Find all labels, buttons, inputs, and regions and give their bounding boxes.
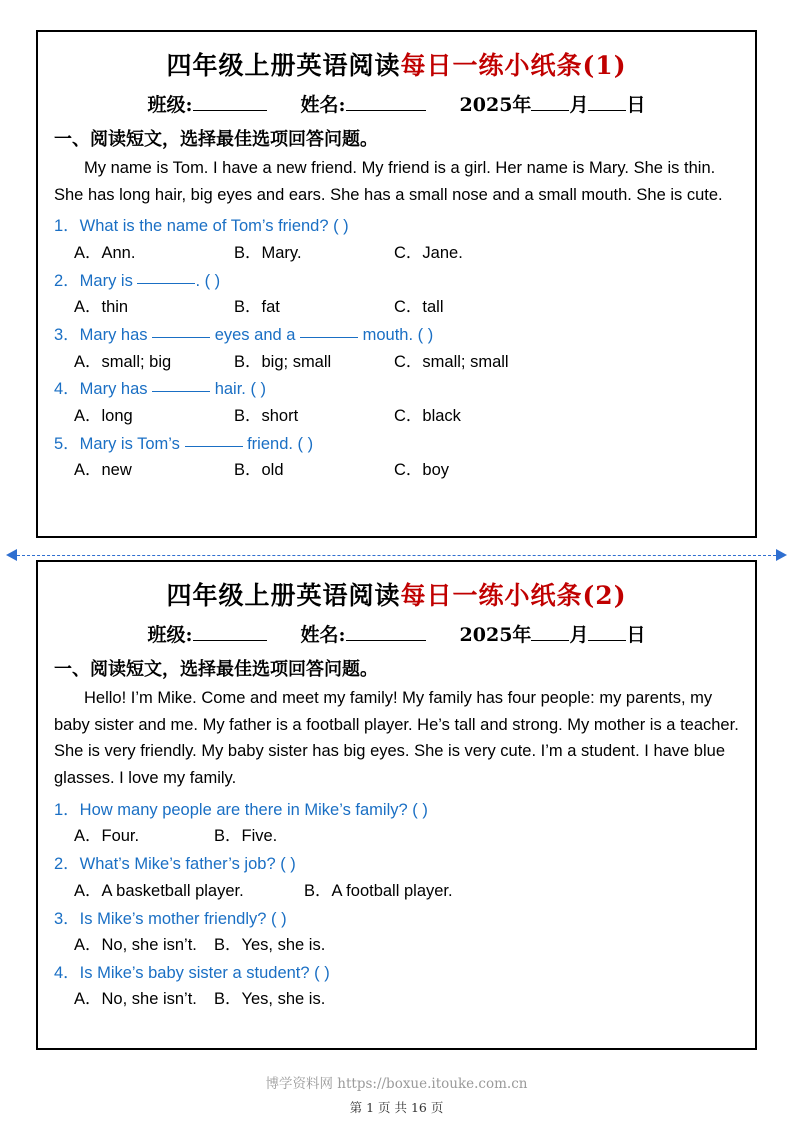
class-blank[interactable] xyxy=(193,640,267,641)
option-a[interactable]: A．No, she isn’t. xyxy=(74,990,197,1009)
worksheet-2-title-red: 每日一练小纸条(2) xyxy=(400,581,627,610)
question-text-after: . ( ) xyxy=(195,271,221,290)
worksheet-2-options-1 xyxy=(74,824,741,849)
option-b[interactable]: B．Mary. xyxy=(234,244,302,262)
option-b[interactable]: B．A football player. xyxy=(304,881,453,900)
question-text-before: 2．Mary is xyxy=(54,271,138,290)
worksheet-1-options-4 xyxy=(74,404,741,429)
worksheet-1-question-1 xyxy=(54,214,741,240)
answer-blank[interactable] xyxy=(152,391,210,392)
class-label: 班级: xyxy=(147,94,193,116)
day-label: 日 xyxy=(626,624,646,646)
question-text: 3．Is Mike’s mother friendly? ( ) xyxy=(54,909,287,928)
option-a[interactable]: A．small; big xyxy=(74,352,172,371)
worksheet-1-passage-text: My name is Tom. I have a new friend. My friend is a girl. Her name is Mary. She is thin. She has long hair, big eyes and ears. She has a small nose and a small mouth. She is cute. xyxy=(54,159,723,204)
worksheet-1 xyxy=(36,30,757,538)
option-c[interactable]: C．Jane. xyxy=(394,244,463,262)
question-text-after: hair. ( ) xyxy=(210,380,267,399)
answer-blank-2[interactable] xyxy=(300,337,358,338)
worksheet-2-question-1 xyxy=(54,798,741,824)
arrow-left-icon xyxy=(6,549,17,561)
day-blank[interactable] xyxy=(588,110,626,111)
worksheet-1-section-head: 一、阅读短文，选择最佳选项回答问题。 xyxy=(54,129,378,150)
day-blank[interactable] xyxy=(588,640,626,641)
option-a[interactable]: A．long xyxy=(74,406,133,425)
question-text-after: friend. ( ) xyxy=(242,434,314,453)
option-c[interactable]: C．small; small xyxy=(394,352,509,371)
option-a[interactable]: A．A basketball player. xyxy=(74,881,244,900)
worksheet-1-options-5 xyxy=(74,458,741,483)
worksheet-1-question-3 xyxy=(54,323,741,349)
worksheet-1-options-1 xyxy=(74,241,741,266)
name-blank[interactable] xyxy=(346,640,426,641)
worksheet-2-question-3 xyxy=(54,907,741,933)
worksheet-1-title xyxy=(52,46,741,82)
worksheet-2-question-4 xyxy=(54,961,741,987)
option-b[interactable]: B．Yes, she is. xyxy=(214,936,326,955)
worksheet-2-options-3 xyxy=(74,933,741,958)
option-a[interactable]: A．Ann. xyxy=(74,244,136,262)
worksheet-1-title-red: 每日一练小纸条(1) xyxy=(400,51,627,80)
option-a[interactable]: A．No, she isn’t. xyxy=(74,936,197,955)
worksheet-2 xyxy=(36,560,757,1050)
month-label: 月 xyxy=(569,94,589,116)
option-c[interactable]: C．tall xyxy=(394,298,444,317)
worksheet-2-passage-text: Hello! I’m Mike. Come and meet my family! My family has four people: my parents, my baby sister and me. My father is a football player. He’s tall and strong. My mother is a teacher. She is very friendly. My baby sister has big eyes. She is very cute. I’m a student. I have blue glasses. I love my family. xyxy=(54,689,739,788)
name-blank[interactable] xyxy=(346,110,426,111)
worksheet-1-passage xyxy=(54,155,739,208)
worksheet-1-info-row xyxy=(52,90,741,117)
worksheet-2-section-head: 一、阅读短文，选择最佳选项回答问题。 xyxy=(54,659,378,680)
worksheet-1-question-2 xyxy=(54,269,741,295)
class-blank[interactable] xyxy=(193,110,267,111)
option-c[interactable]: C．black xyxy=(394,406,461,425)
question-text: 2．What’s Mike’s father’s job? ( ) xyxy=(54,855,296,874)
worksheet-2-info-row xyxy=(52,620,741,647)
worksheet-2-passage xyxy=(54,685,739,792)
name-label: 姓名: xyxy=(300,94,346,116)
day-label: 日 xyxy=(626,94,646,116)
month-label: 月 xyxy=(569,624,589,646)
option-b[interactable]: B．short xyxy=(234,406,299,425)
question-text-before: 3．Mary has xyxy=(54,326,153,345)
option-b[interactable]: B．fat xyxy=(234,298,280,317)
worksheet-1-options-3 xyxy=(74,350,741,375)
worksheet-2-title xyxy=(52,576,741,612)
worksheet-2-options-2 xyxy=(74,879,741,904)
page-footer: 第 1 页 共 16 页 xyxy=(349,1100,444,1115)
worksheet-2-options-4 xyxy=(74,987,741,1012)
worksheet-1-question-4 xyxy=(54,377,741,403)
worksheet-2-title-black: 四年级上册英语阅读 xyxy=(166,581,401,610)
month-blank[interactable] xyxy=(531,110,569,111)
question-text-after: mouth. ( ) xyxy=(358,326,434,345)
worksheet-1-question-5 xyxy=(54,432,741,458)
worksheet-1-options-2 xyxy=(74,295,741,320)
question-text-before: 4．Mary has xyxy=(54,380,153,399)
watermark: 博学资料网 https://boxue.itouke.com.cn xyxy=(265,1076,528,1092)
option-b[interactable]: B．big; small xyxy=(234,352,332,371)
year-label: 2025年 xyxy=(459,94,532,116)
question-text: 1．What is the name of Tom’s friend? ( ) xyxy=(54,217,349,236)
arrow-right-icon xyxy=(776,549,787,561)
answer-blank-1[interactable] xyxy=(152,337,210,338)
option-a[interactable]: A．thin xyxy=(74,298,129,317)
dashed-rule xyxy=(17,555,776,556)
option-b[interactable]: B．old xyxy=(234,461,284,480)
month-blank[interactable] xyxy=(531,640,569,641)
name-label: 姓名: xyxy=(300,624,346,646)
option-a[interactable]: A．new xyxy=(74,461,132,480)
question-text-before: 5．Mary is Tom’s xyxy=(54,434,185,453)
class-label: 班级: xyxy=(147,624,193,646)
answer-blank[interactable] xyxy=(185,446,243,447)
option-a[interactable]: A．Four. xyxy=(74,827,140,846)
answer-blank[interactable] xyxy=(137,283,195,284)
option-b[interactable]: B．Yes, she is. xyxy=(214,990,326,1009)
worksheet-1-title-black: 四年级上册英语阅读 xyxy=(166,51,401,80)
worksheet-2-question-2 xyxy=(54,852,741,878)
option-c[interactable]: C．boy xyxy=(394,461,450,480)
question-text: 4．Is Mike’s baby sister a student? ( ) xyxy=(54,963,330,982)
year-label: 2025年 xyxy=(459,624,532,646)
question-text-mid: eyes and a xyxy=(210,326,301,345)
option-b[interactable]: B．Five. xyxy=(214,827,278,846)
question-text: 1．How many people are there in Mike’s family? ( ) xyxy=(54,800,428,819)
